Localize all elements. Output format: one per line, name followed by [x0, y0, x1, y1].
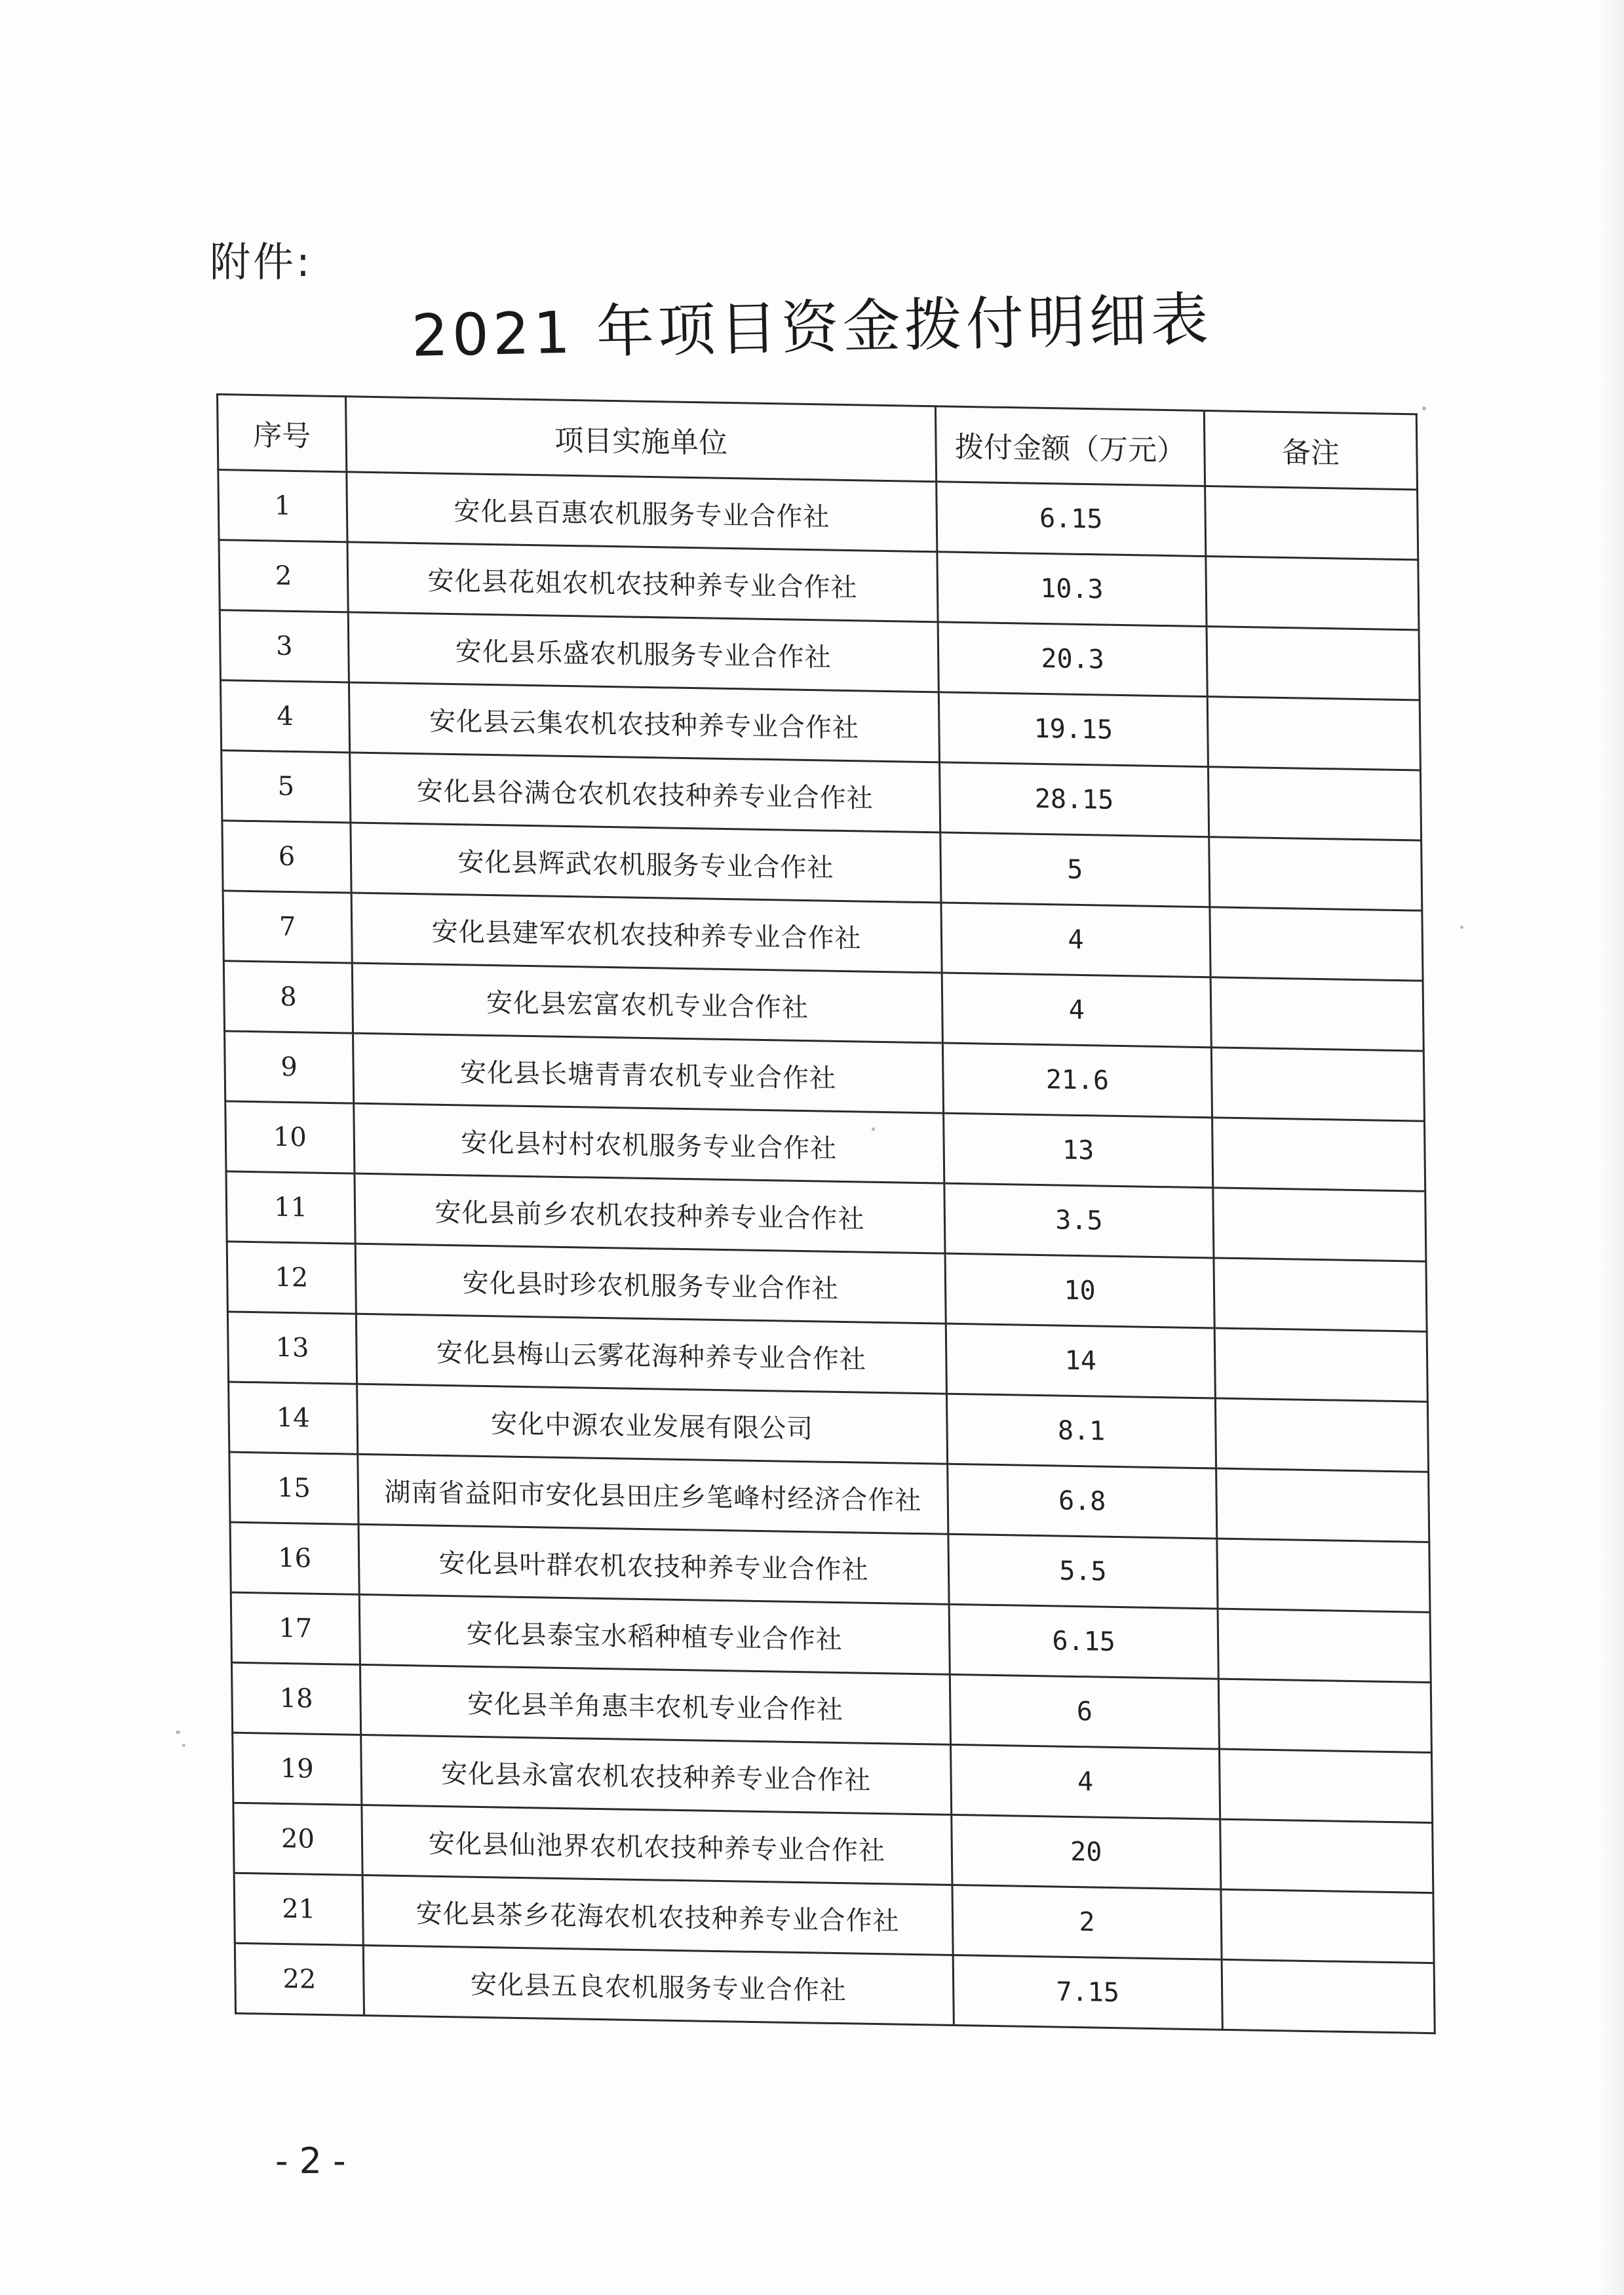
row-remark-cell [1210, 977, 1423, 1051]
row-remark-cell [1217, 1539, 1430, 1612]
row-seq-cell: 19 [233, 1733, 362, 1805]
row-remark-cell [1209, 837, 1422, 911]
row-amount-cell: 10.3 [937, 552, 1207, 627]
scan-speck [1460, 926, 1463, 929]
row-unit-cell: 安化中源农业发展有限公司 [357, 1384, 948, 1464]
row-remark-cell [1215, 1398, 1428, 1472]
row-unit-cell: 安化县泰宝水稻种植专业合作社 [359, 1594, 950, 1674]
row-remark-cell [1219, 1749, 1432, 1822]
row-remark-cell [1207, 697, 1420, 770]
row-remark-cell [1212, 1118, 1425, 1191]
row-seq-cell: 4 [220, 680, 349, 753]
header-amount: 拨付金额（万元） [935, 406, 1205, 486]
row-amount-cell: 21.6 [942, 1043, 1212, 1118]
row-amount-cell: 6 [950, 1674, 1219, 1749]
row-unit-cell: 安化县叶群农机农技种养专业合作社 [358, 1524, 949, 1604]
header-seq: 序号 [218, 395, 347, 472]
row-remark-cell [1207, 627, 1420, 700]
row-remark-cell [1216, 1468, 1429, 1542]
row-unit-cell: 安化县宏富农机专业合作社 [352, 963, 942, 1043]
row-remark-cell [1206, 557, 1419, 630]
row-unit-cell: 安化县谷满仓农机农技种养专业合作社 [350, 753, 940, 833]
attachment-label: 附件: [210, 238, 313, 286]
row-unit-cell: 安化县乐盛农机服务专业合作社 [348, 612, 938, 692]
row-unit-cell: 安化县永富农机农技种养专业合作社 [361, 1735, 952, 1814]
row-seq-cell: 9 [225, 1031, 354, 1103]
row-seq-cell: 15 [229, 1452, 358, 1524]
row-amount-cell: 3.5 [944, 1183, 1214, 1258]
row-unit-cell: 安化县建军农机农技种养专业合作社 [351, 893, 942, 973]
row-remark-cell [1218, 1679, 1431, 1752]
row-unit-cell: 安化县花姐农机农技种养专业合作社 [347, 542, 938, 622]
row-remark-cell [1221, 1889, 1434, 1963]
row-seq-cell: 16 [230, 1522, 359, 1594]
row-seq-cell: 12 [227, 1242, 356, 1314]
row-amount-cell: 4 [941, 903, 1210, 977]
row-seq-cell: 2 [219, 540, 348, 612]
document-title: 2021 年项目资金拨付明细表 [410, 285, 1213, 370]
row-seq-cell: 1 [218, 470, 347, 542]
row-unit-cell: 安化县时珍农机服务专业合作社 [355, 1244, 946, 1324]
row-seq-cell: 6 [222, 821, 351, 893]
scan-speck [176, 1731, 180, 1734]
row-remark-cell [1205, 486, 1418, 560]
row-unit-cell: 安化县长塘青青农机专业合作社 [353, 1033, 944, 1113]
row-amount-cell: 20 [952, 1814, 1221, 1889]
row-seq-cell: 14 [229, 1382, 358, 1454]
row-amount-cell: 20.3 [938, 622, 1207, 697]
row-remark-cell [1222, 1959, 1435, 2033]
row-seq-cell: 17 [231, 1592, 360, 1664]
row-unit-cell: 安化县前乡农机农技种养专业合作社 [355, 1173, 945, 1253]
table-body [218, 470, 1435, 2033]
row-amount-cell: 8.1 [946, 1394, 1216, 1468]
funding-table [216, 393, 1436, 2034]
row-seq-cell: 10 [225, 1101, 355, 1173]
scan-speck [1422, 406, 1426, 410]
row-seq-cell: 18 [231, 1662, 360, 1735]
row-seq-cell: 11 [226, 1171, 355, 1244]
row-remark-cell [1211, 1048, 1424, 1121]
row-amount-cell: 6.8 [948, 1464, 1217, 1539]
row-amount-cell: 13 [944, 1113, 1213, 1188]
row-remark-cell [1214, 1258, 1427, 1331]
row-seq-cell: 5 [222, 751, 351, 823]
row-amount-cell: 5 [940, 833, 1210, 907]
row-seq-cell: 8 [223, 961, 353, 1033]
row-amount-cell: 7.15 [953, 1955, 1222, 2030]
row-seq-cell: 22 [235, 1943, 364, 2015]
row-unit-cell: 安化县梅山云雾花海种养专业合作社 [356, 1314, 946, 1394]
row-remark-cell [1213, 1188, 1426, 1261]
page-number: - 2 - [275, 2140, 346, 2182]
row-unit-cell: 安化县五良农机服务专业合作社 [363, 1946, 954, 2026]
row-remark-cell [1210, 907, 1423, 981]
row-amount-cell: 6.15 [937, 482, 1206, 557]
row-amount-cell: 28.15 [940, 762, 1209, 837]
header-unit: 项目实施单位 [345, 397, 936, 482]
row-amount-cell: 4 [942, 973, 1211, 1048]
scan-speck [872, 1128, 875, 1131]
row-unit-cell: 安化县羊角惠丰农机专业合作社 [360, 1664, 950, 1744]
row-amount-cell: 19.15 [938, 692, 1208, 767]
row-seq-cell: 20 [233, 1803, 362, 1875]
row-amount-cell: 14 [946, 1324, 1215, 1398]
row-unit-cell: 安化县仙池界农机农技种养专业合作社 [362, 1805, 952, 1885]
row-unit-cell: 安化县辉武农机服务专业合作社 [351, 823, 941, 903]
row-seq-cell: 21 [234, 1873, 363, 1945]
row-seq-cell: 7 [223, 891, 352, 963]
row-remark-cell [1214, 1328, 1427, 1402]
row-unit-cell: 安化县云集农机农技种养专业合作社 [349, 682, 939, 762]
header-remark: 备注 [1204, 410, 1417, 489]
row-unit-cell: 安化县百惠农机服务专业合作社 [347, 472, 937, 552]
scan-speck [182, 1744, 185, 1747]
row-seq-cell: 3 [220, 610, 349, 682]
row-remark-cell [1208, 767, 1421, 840]
row-seq-cell: 13 [227, 1312, 357, 1384]
row-unit-cell: 安化县茶乡花海农机农技种养专业合作社 [362, 1875, 953, 1955]
row-amount-cell: 6.15 [949, 1604, 1218, 1679]
row-amount-cell: 10 [945, 1253, 1214, 1328]
row-unit-cell: 安化县村村农机服务专业合作社 [354, 1103, 944, 1183]
row-remark-cell [1218, 1609, 1431, 1682]
row-unit-cell: 湖南省益阳市安化县田庄乡笔峰村经济合作社 [358, 1454, 948, 1534]
row-amount-cell: 4 [951, 1744, 1220, 1819]
row-remark-cell [1220, 1819, 1433, 1893]
row-amount-cell: 5.5 [948, 1534, 1218, 1609]
row-amount-cell: 2 [952, 1885, 1222, 1959]
funding-table-wrapper [216, 393, 1473, 2035]
